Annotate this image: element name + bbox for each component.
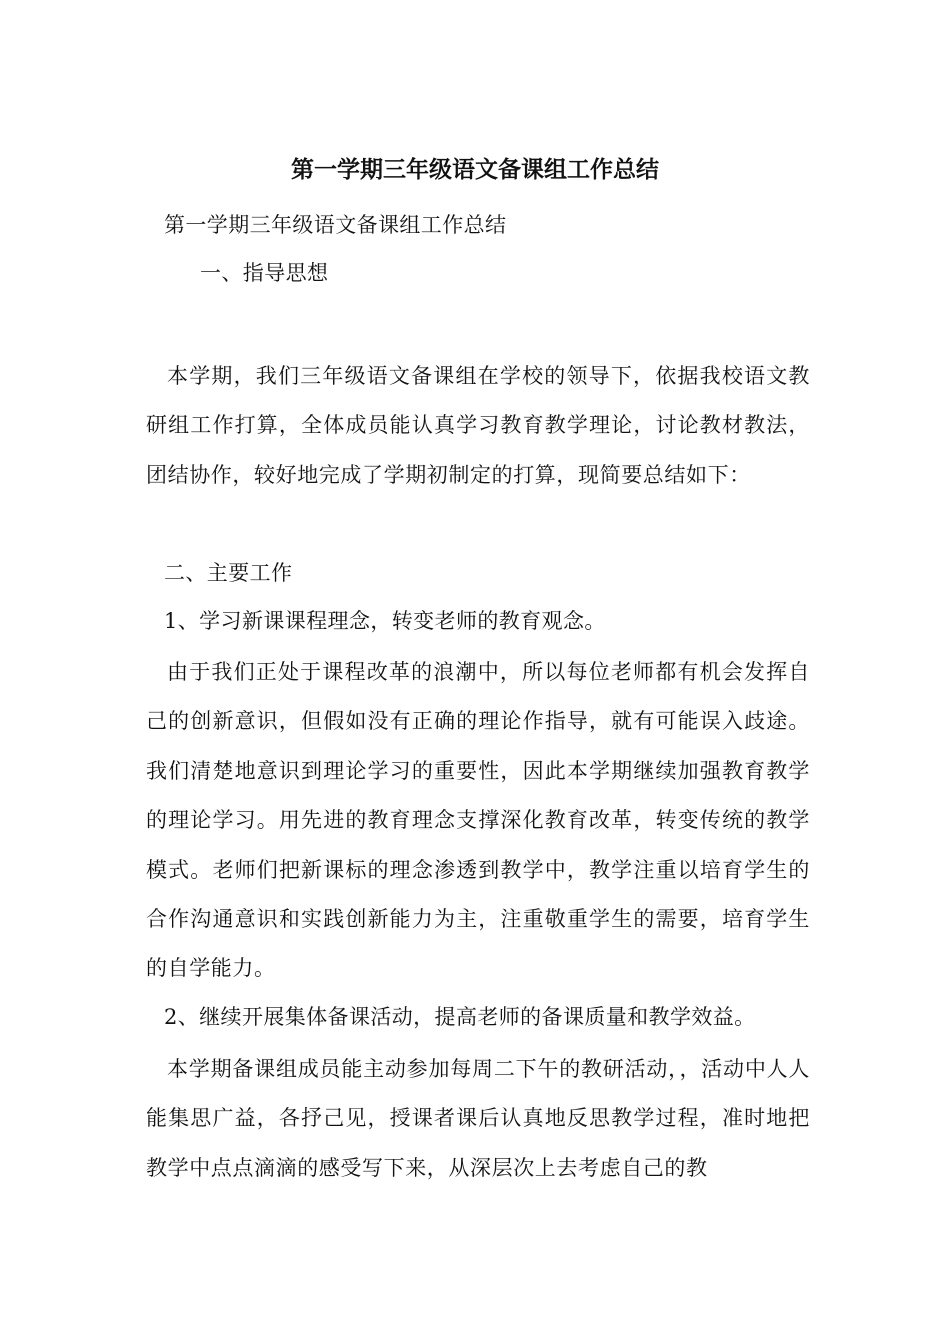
section-heading-main-work: 二、主要工作 — [164, 561, 293, 585]
paragraph-item-2: 本学期备课组成员能主动参加每周二下午的教研活动，，活动中人人能集思广益，各抒己见，授课者课后认真地反思教学过程，准时地把教学中点点滴滴的感受写下来，从深层次上去考虑自己的教 — [146, 1057, 810, 1180]
paragraph-item-1: 由于我们正处于课程改革的浪潮中，所以每位老师都有机会发挥自己的创新意识，但假如没有正确的理论作指导，就有可能误入歧途。我们清楚地意识到理论学习的重要性，因此本学期继续加强教育教学的理论学习。用先进的教育理念支撑深化教育改革，转变传统的教学模式。老师们把新课标的理念渗透到教学中，教学注重以培育学生的合作沟通意识和实践创新能力为主，注重敬重学生的需要，培育学生的自学能力。 — [146, 660, 810, 981]
document-subtitle: 第一学期三年级语文备课组工作总结 — [164, 213, 507, 237]
paragraph-guiding-ideology: 本学期，我们三年级语文备课组在学校的领导下，依据我校语文教研组工作打算，全体成员能认真学习教育教学理论，讨论教材教法，团结协作，较好地完成了学期初制定的打算，现简要总结如下： — [146, 364, 810, 487]
item-heading-1: 1、学习新课课程理念，转变老师的教育观念。 — [164, 609, 606, 633]
item-heading-2: 2、继续开展集体备课活动，提高老师的备课质量和教学效益。 — [164, 1005, 756, 1029]
section-heading-guiding-ideology: 一、指导思想 — [200, 261, 329, 285]
document-title: 第一学期三年级语文备课组工作总结 — [291, 156, 659, 183]
